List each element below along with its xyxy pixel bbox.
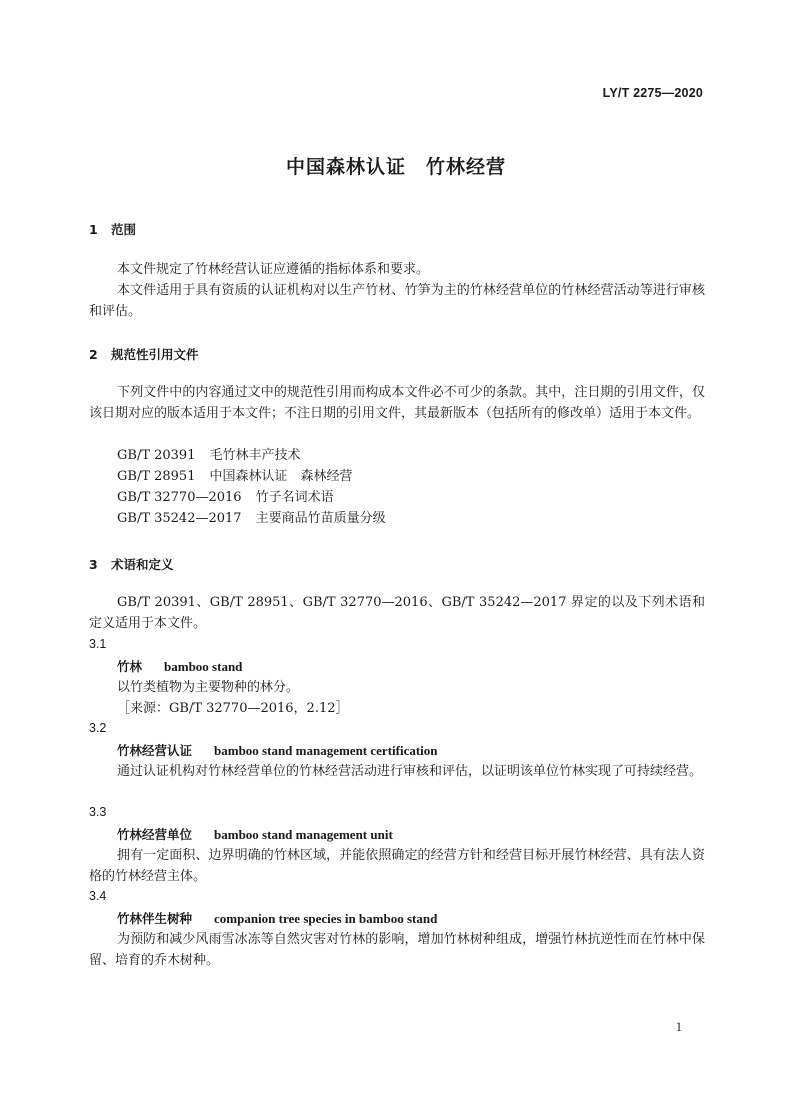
reference-title: 中国森林认证 森林经营 (209, 469, 353, 484)
term-entry (117, 825, 393, 843)
reference-item (117, 487, 334, 508)
document-title: 中国森林认证 竹林经营 (285, 156, 506, 178)
section-heading-scope (89, 220, 136, 238)
reference-code: GB/T 32770—2016 (117, 490, 242, 505)
reference-item (117, 466, 353, 487)
clause-number: 3.2 (89, 721, 107, 735)
term-definition: 通过认证机构对竹林经营单位的竹林经营活动进行审核和评估，以证明该单位竹林实现了可持续经营。 (117, 764, 703, 779)
term-chinese: 竹林伴生树种 (117, 911, 193, 926)
term-english: bamboo stand management unit (214, 827, 393, 842)
reference-item (117, 445, 301, 466)
paragraph: GB/T 20391、GB/T 28951、GB/T 32770—2016、GB/T 35242—2017 界定的以及下列术语和定义适用于本文件。 (89, 595, 705, 631)
term-chinese: 竹林 (117, 659, 143, 674)
standard-number: LY/T 2275—2020 (602, 86, 703, 100)
term-english: bamboo stand management certification (214, 743, 438, 758)
section-number: 2 (89, 347, 98, 362)
section-heading-normative-references (89, 345, 199, 363)
term-definition: 拥有一定面积、边界明确的竹林区域，并能依照确定的经营方针和经营目标开展竹林经营、具有法人资格的竹林经营主体。 (89, 848, 705, 884)
section-heading-terms-definitions (89, 555, 174, 573)
clause-number: 3.3 (89, 805, 107, 819)
clause-number: 3.4 (89, 889, 107, 903)
section-title: 规范性引用文件 (111, 347, 199, 362)
section-title: 范围 (111, 222, 137, 237)
section-title: 术语和定义 (111, 557, 174, 572)
section-number: 1 (89, 222, 98, 237)
term-english: bamboo stand (164, 659, 243, 674)
reference-title: 主要商品竹苗质量分级 (255, 511, 386, 526)
section-number: 3 (89, 557, 98, 572)
reference-code: GB/T 20391 (117, 448, 196, 463)
reference-code: GB/T 35242—2017 (117, 511, 242, 526)
term-source: ［来源：GB/T 32770—2016，2.12］ (117, 701, 349, 716)
term-entry (117, 741, 438, 759)
term-definition: 为预防和减少风雨雪冰冻等自然灾害对竹林的影响，增加竹林树种组成，增强竹林抗逆性而在竹林中保留、培育的乔木树种。 (89, 932, 705, 968)
term-english: companion tree species in bamboo stand (214, 911, 438, 926)
reference-code: GB/T 28951 (117, 469, 196, 484)
paragraph: 本文件适用于具有资质的认证机构对以生产竹材、竹笋为主的竹林经营单位的竹林经营活动等进行审核和评估。 (89, 283, 705, 319)
paragraph: 本文件规定了竹林经营认证应遵循的指标体系和要求。 (117, 262, 430, 277)
reference-title: 竹子名词术语 (255, 490, 334, 505)
term-entry (117, 657, 242, 675)
term-definition: 以竹类植物为主要物种的林分。 (117, 680, 300, 695)
paragraph: 下列文件中的内容通过文中的规范性引用而构成本文件必不可少的条款。其中，注日期的引用文件，仅该日期对应的版本适用于本文件；不注日期的引用文件，其最新版本（包括所有的修改单）适用于本文件。 (89, 385, 705, 421)
term-entry (117, 909, 437, 927)
reference-item (117, 508, 386, 529)
term-chinese: 竹林经营认证 (117, 743, 193, 758)
term-chinese: 竹林经营单位 (117, 827, 193, 842)
reference-title: 毛竹林丰产技术 (209, 448, 301, 463)
page-number: 1 (675, 1020, 682, 1034)
clause-number: 3.1 (89, 637, 107, 651)
